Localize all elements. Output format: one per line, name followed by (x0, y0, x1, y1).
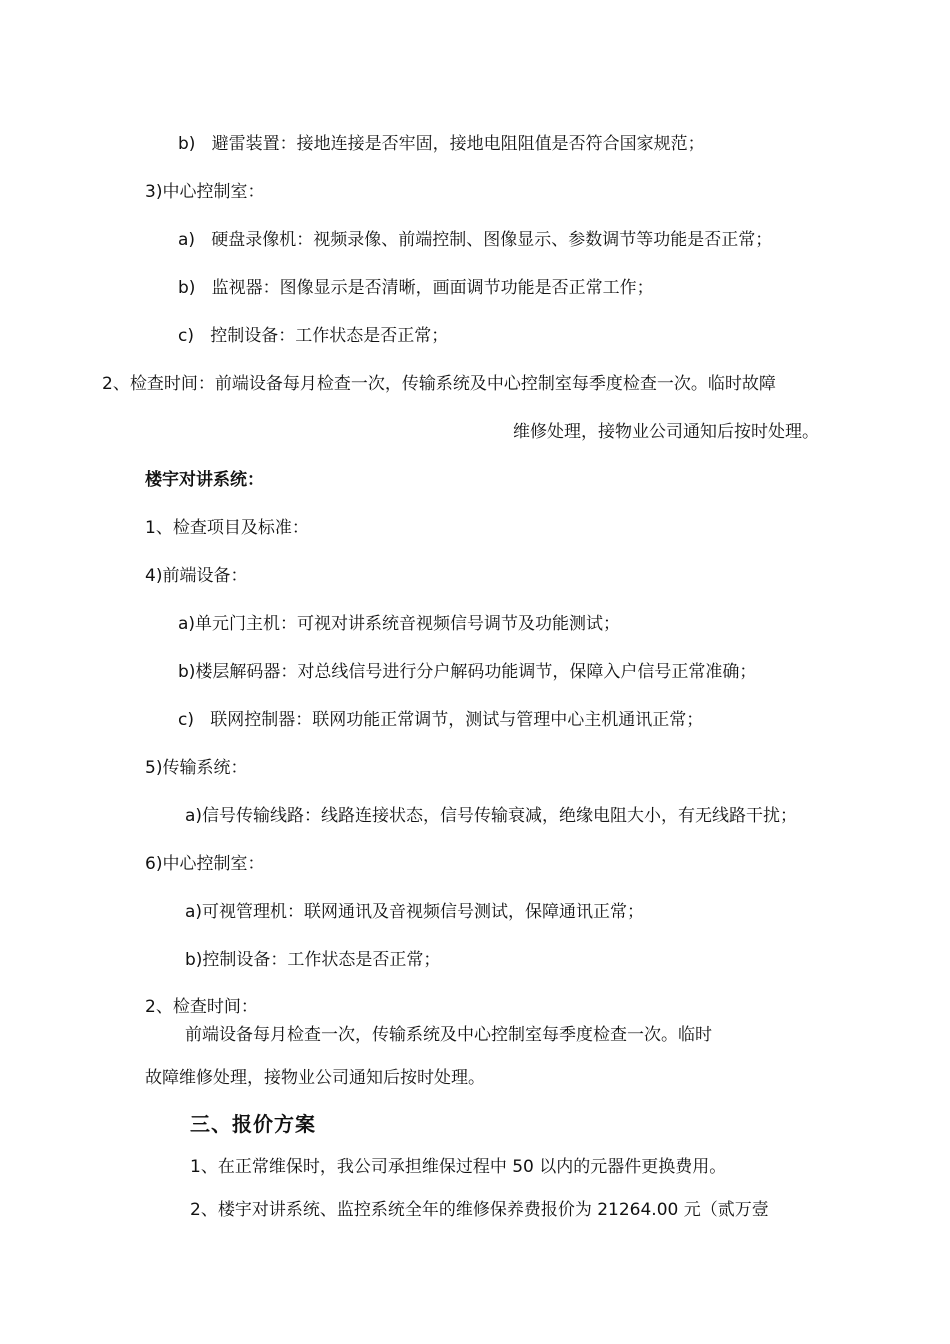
inspection-time-paragraph: 2、检查时间：前端设备每月检查一次，传输系统及中心控制室每季度检查一次。临时故障 (102, 374, 776, 394)
section-transmission-system: 5)传输系统： (145, 758, 248, 778)
section-title-quotation: 三、报价方案 (190, 1112, 316, 1136)
item-lightning-protection: b) 避雷装置：接地连接是否牢固，接地电阻阻值是否符合国家规范； (178, 134, 705, 154)
section-title-intercom: 楼宇对讲系统： (145, 470, 264, 490)
section-front-end-equipment: 4)前端设备： (145, 566, 248, 586)
item-monitor: b) 监视器：图像显示是否清晰，画面调节功能是否正常工作； (178, 278, 654, 298)
item-floor-decoder: b)楼层解码器：对总线信号进行分户解码功能调节，保障入户信号正常准确； (178, 662, 757, 682)
section-central-control-room: 3)中心控制室： (145, 182, 265, 202)
inspection-time-heading: 2、检查时间： (145, 997, 258, 1017)
item-management-unit: a)可视管理机：联网通讯及音视频信号测试，保障通讯正常； (185, 902, 645, 922)
item-control-equipment: c) 控制设备：工作状态是否正常； (178, 326, 449, 346)
inspection-time-body: 前端设备每月检查一次，传输系统及中心控制室每季度检查一次。临时 (185, 1025, 712, 1045)
item-network-controller: c) 联网控制器：联网功能正常调节，测试与管理中心主机通讯正常； (178, 710, 704, 730)
quotation-item-1: 1、在正常维保时，我公司承担维保过程中 50 以内的元器件更换费用。 (190, 1157, 727, 1177)
inspection-items-heading: 1、检查项目及标准： (145, 518, 309, 538)
item-control-equipment-2: b)控制设备：工作状态是否正常； (185, 950, 441, 970)
item-door-unit: a)单元门主机：可视对讲系统音视频信号调节及功能测试； (178, 614, 621, 634)
item-signal-line: a)信号传输线路：线路连接状态，信号传输衰减，绝缘电阻大小，有无线路干扰； (185, 806, 798, 826)
inspection-time-body-continuation: 故障维修处理，接物业公司通知后按时处理。 (145, 1068, 485, 1088)
inspection-time-continuation: 维修处理，接物业公司通知后按时处理。 (513, 422, 819, 442)
quotation-item-2: 2、楼宇对讲系统、监控系统全年的维修保养费报价为 21264.00 元（贰万壹 (190, 1200, 769, 1220)
item-hard-disk-recorder: a) 硬盘录像机：视频录像、前端控制、图像显示、参数调节等功能是否正常； (178, 230, 773, 250)
section-central-control-room-2: 6)中心控制室： (145, 854, 265, 874)
